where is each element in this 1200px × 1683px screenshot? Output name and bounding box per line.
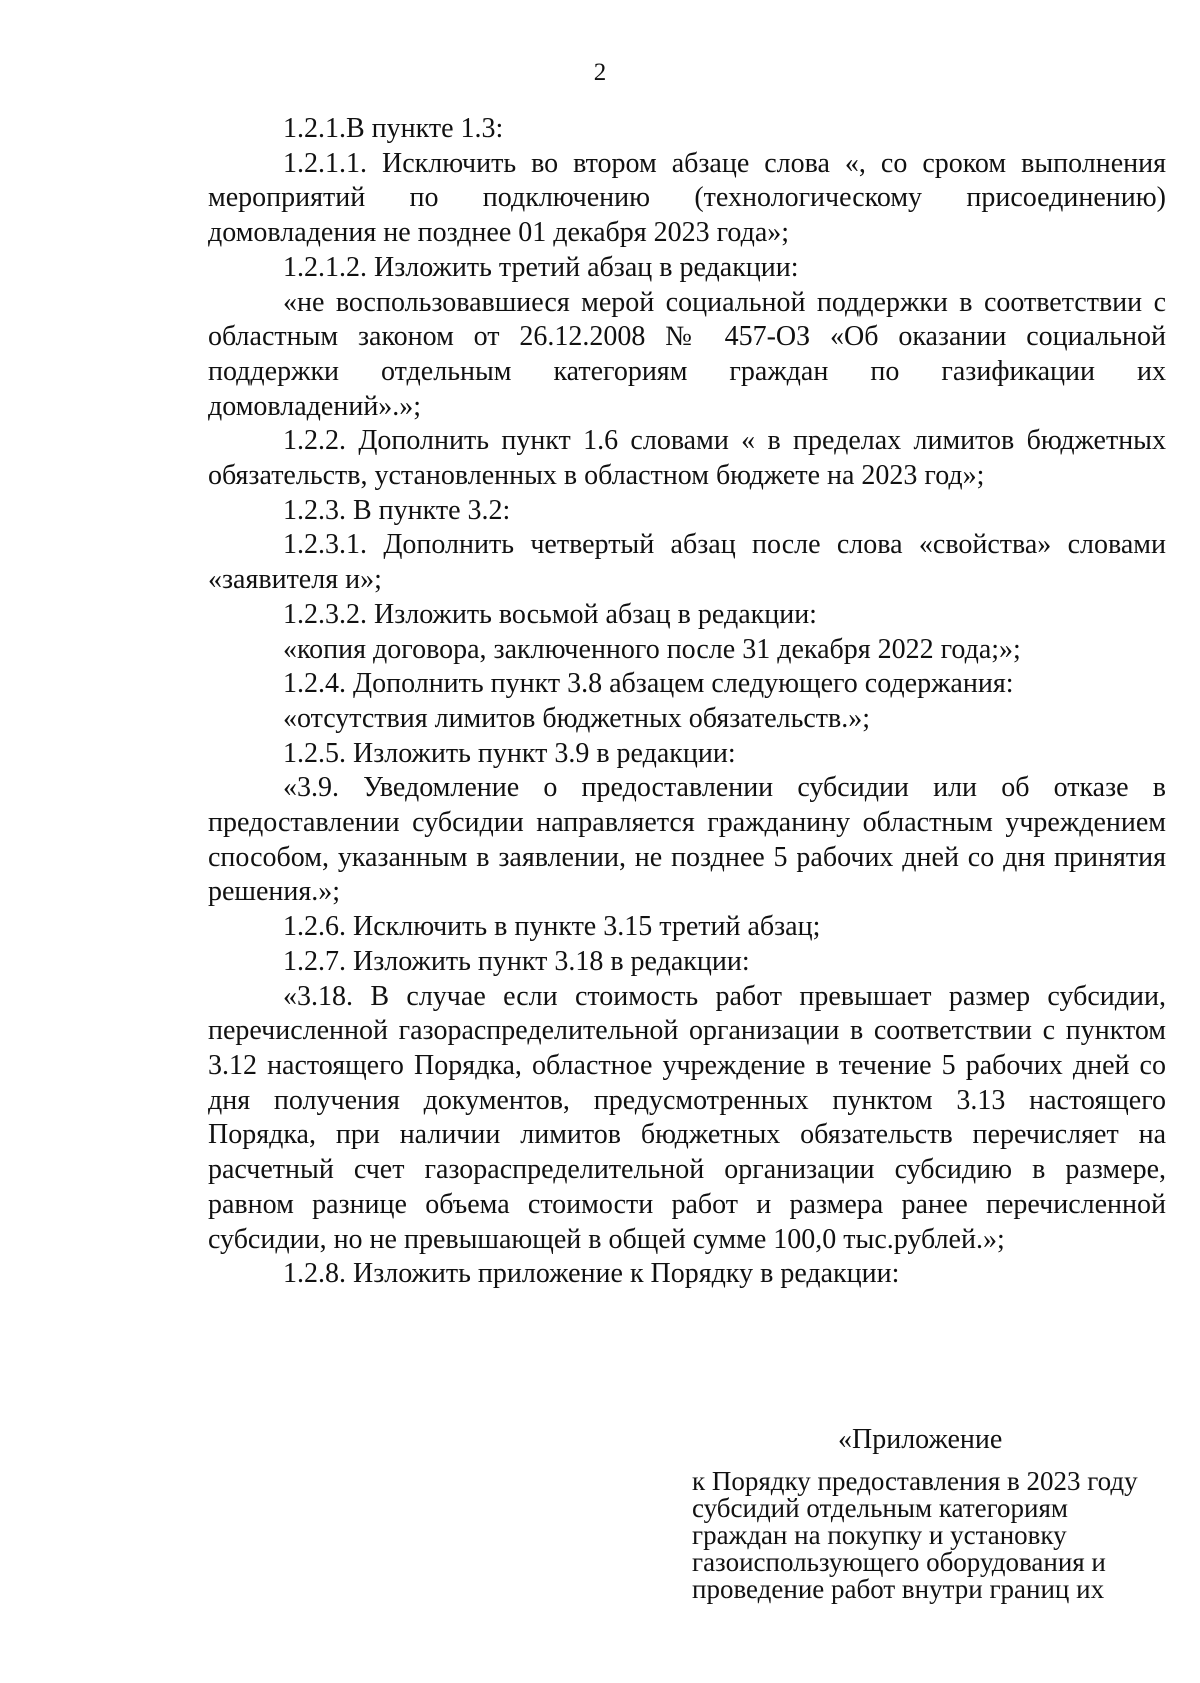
paragraph-1-2-1-1: 1.2.1.1. Исключить во втором абзаце слова «, со сроком выполнения мероприятий по подключению (технологическому присоединению) домовладения не позднее 01 декабря 2023 года»; bbox=[208, 147, 1166, 249]
paragraph-quote-3-18: «3.18. В случае если стоимость работ превышает размер субсидии, перечисленной газораспределительной организации в соответствии с пунктом 3.12 настоящего Порядка, областное учреждение в течение 5 рабочих дней со дня получения документов, предусмотренных пунктом 3.13 настоящего Порядка, при наличии лимитов бюджетных обязательств перечисляет на расчетный счет газораспределительной организации субсидию в размере, равном разнице объема стоимости работ и размера ранее перечисленной субсидии, но не превышающей в общей сумме 100,0 тыс.рублей.»; bbox=[208, 980, 1166, 1255]
appendix-subtitle bbox=[692, 1468, 1170, 1603]
paragraph-quote-limits: «отсутствия лимитов бюджетных обязательств.»; bbox=[283, 702, 871, 734]
paragraph-quote-third-abzac: «не воспользовавшиеся мерой социальной поддержки в соответствии с областным законом от 26.12.2008 № 457-ОЗ «Об оказании социальной поддержки отдельным категориям граждан по газификации их домовладений».»; bbox=[208, 286, 1166, 422]
paragraph-1-2-6: 1.2.6. Исключить в пункте 3.15 третий абзац; bbox=[283, 911, 821, 943]
paragraph-1-2-3-1: 1.2.3.1. Дополнить четвертый абзац после слова «свойства» словами «заявителя и»; bbox=[208, 529, 1166, 596]
paragraph-1-2-1-2: 1.2.1.2. Изложить третий абзац в редакции: bbox=[283, 251, 799, 283]
appendix-line: субсидий отдельным категориям bbox=[692, 1493, 1068, 1523]
appendix-line: газоиспользующего оборудования и bbox=[692, 1547, 1106, 1577]
paragraph-1-2-7: 1.2.7. Изложить пункт 3.18 в редакции: bbox=[283, 945, 750, 977]
page-number: 2 bbox=[593, 59, 607, 86]
document-body bbox=[208, 112, 1166, 1292]
appendix-line: к Порядку предоставления в 2023 году bbox=[692, 1466, 1138, 1496]
appendix-line: граждан на покупку и установку bbox=[692, 1520, 1067, 1550]
paragraph-1-2-1: 1.2.1.В пункте 1.3: bbox=[283, 113, 504, 144]
paragraph-quote-3-9: «3.9. Уведомление о предоставлении субсидии или об отказе в предоставлении субсидии направляется гражданину областным учреждением способом, указанным в заявлении, не позднее 5 рабочих дней со дня принятия решения.»; bbox=[208, 772, 1166, 908]
paragraph-1-2-3-2: 1.2.3.2. Изложить восьмой абзац в редакции: bbox=[283, 598, 817, 630]
paragraph-1-2-8: 1.2.8. Изложить приложение к Порядку в редакции: bbox=[283, 1258, 900, 1290]
paragraph-1-2-2: 1.2.2. Дополнить пункт 1.6 словами « в пределах лимитов бюджетных обязательств, установленных в областном бюджете на 2023 год»; bbox=[208, 425, 1166, 492]
paragraph-1-2-3: 1.2.3. В пункте 3.2: bbox=[283, 494, 511, 526]
paragraph-1-2-4: 1.2.4. Дополнить пункт 3.8 абзацем следующего содержания: bbox=[283, 668, 1014, 700]
appendix-line: проведение работ внутри границ их bbox=[692, 1574, 1105, 1604]
paragraph-quote-contract-copy: «копия договора, заключенного после 31 декабря 2022 года;»; bbox=[283, 633, 1021, 665]
paragraph-1-2-5: 1.2.5. Изложить пункт 3.9 в редакции: bbox=[283, 737, 736, 769]
appendix-heading: «Приложение bbox=[838, 1424, 1003, 1455]
